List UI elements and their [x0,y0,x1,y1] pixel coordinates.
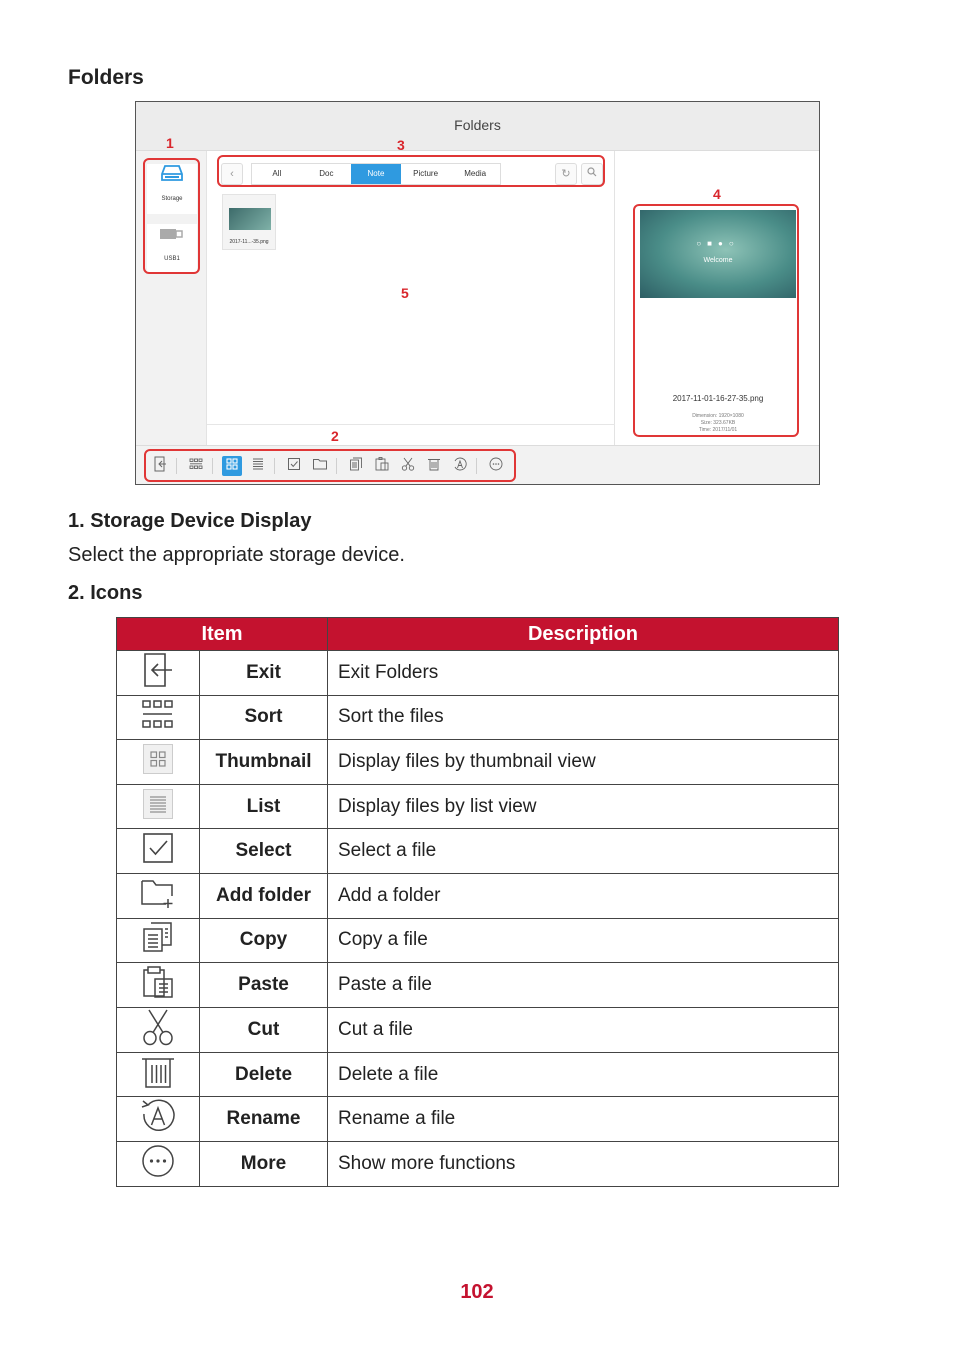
page-number: 102 [460,1281,494,1303]
icon-cell [117,1052,200,1097]
preview-welcome-text: Welcome [703,257,733,264]
item-description: Cut a file [328,1007,839,1052]
item-name: Sort [200,695,328,740]
section1-text: Select the appropriate storage device. [68,544,405,566]
item-description: Add a folder [328,873,839,918]
icon-cell [117,918,200,963]
preview-time: Time: 2017/11/01 [698,427,738,433]
rename-icon [140,1118,176,1139]
callout-box-toolbar [144,449,516,482]
item-description: Select a file [328,829,839,874]
icon-cell [117,1141,200,1186]
icon-cell [117,963,200,1008]
preview-app-icons: ○■●○ [696,239,740,248]
table-row [117,784,839,829]
copy-icon [141,937,175,958]
icon-cell [117,740,200,785]
item-description: Exit Folders [328,651,839,696]
table-row [117,695,839,740]
section1-heading: 1. Storage Device Display [68,510,312,532]
callout-number: 2 [331,428,339,444]
callout-box-preview [633,204,799,437]
callout-number: 1 [166,135,174,151]
refresh-icon: ↻ [561,168,571,180]
cut-icon [141,1030,175,1051]
preview-filename: 2017-11-01-16-27-35.png [672,394,764,403]
table-row [117,1097,839,1142]
item-name: More [200,1141,328,1186]
thumbnail-image [229,208,271,230]
more-icon [141,1162,175,1183]
thumbnail-icon [143,758,173,779]
item-description: Paste a file [328,963,839,1008]
item-description: Display files by list view [328,784,839,829]
table-header-row [117,618,839,651]
header-description: Description [328,618,839,651]
table-row [117,829,839,874]
callout-box-tabs [217,155,605,187]
page-heading: Folders [68,66,144,89]
icon-cell [117,651,200,696]
delete-icon [141,1073,175,1094]
thumbnail-label: 2017-11...-35.png [229,239,269,245]
icon-cell [117,695,200,740]
callout-box-storage [143,158,200,274]
tab-note[interactable]: Note [351,164,401,184]
item-name: Copy [200,918,328,963]
item-name: Thumbnail [200,740,328,785]
table-row [117,1007,839,1052]
item-name: Rename [200,1097,328,1142]
window-title: Folders [136,102,819,151]
table-row [117,873,839,918]
header-item: Item [117,618,328,651]
tab-all[interactable]: All [252,164,302,184]
section2-heading: 2. Icons [68,582,143,604]
item-description: Rename a file [328,1097,839,1142]
table-row [117,1052,839,1097]
item-name: Cut [200,1007,328,1052]
item-description: Display files by thumbnail view [328,740,839,785]
paste-icon [141,983,175,1004]
item-name: Add folder [200,873,328,918]
select-icon [142,848,174,869]
add-folder-icon [140,892,176,913]
item-name: Paste [200,963,328,1008]
folders-screenshot [135,101,820,485]
preview-size: Size: 323.67KB [700,420,736,426]
icons-table [116,617,839,1187]
table-row [117,963,839,1008]
icon-cell [117,1007,200,1052]
item-name: Select [200,829,328,874]
callout-number: 4 [713,186,721,202]
item-description: Sort the files [328,695,839,740]
item-description: Copy a file [328,918,839,963]
table-row [117,651,839,696]
icon-cell [117,873,200,918]
item-name: Delete [200,1052,328,1097]
chevron-left-icon: ‹ [230,168,234,180]
list-icon [143,803,173,824]
icon-cell [117,1097,200,1142]
table-row [117,918,839,963]
tab-doc[interactable]: Doc [302,164,352,184]
item-description: Show more functions [328,1141,839,1186]
icon-cell [117,784,200,829]
icon-cell [117,829,200,874]
device-label: USB1 [164,256,180,262]
tab-picture[interactable]: Picture [401,164,451,184]
file-thumbnail[interactable] [222,194,276,250]
callout-number: 5 [401,285,409,301]
file-area-divider [207,424,615,425]
sort-icon [141,713,175,734]
table-row [117,740,839,785]
exit-icon [141,672,175,693]
preview-dimension: Dimension: 1920×1080 [692,413,744,419]
item-name: Exit [200,651,328,696]
callout-number: 3 [397,137,405,153]
device-label: Storage [161,196,183,202]
item-name: List [200,784,328,829]
item-description: Delete a file [328,1052,839,1097]
table-row [117,1141,839,1186]
tab-media[interactable]: Media [450,164,500,184]
